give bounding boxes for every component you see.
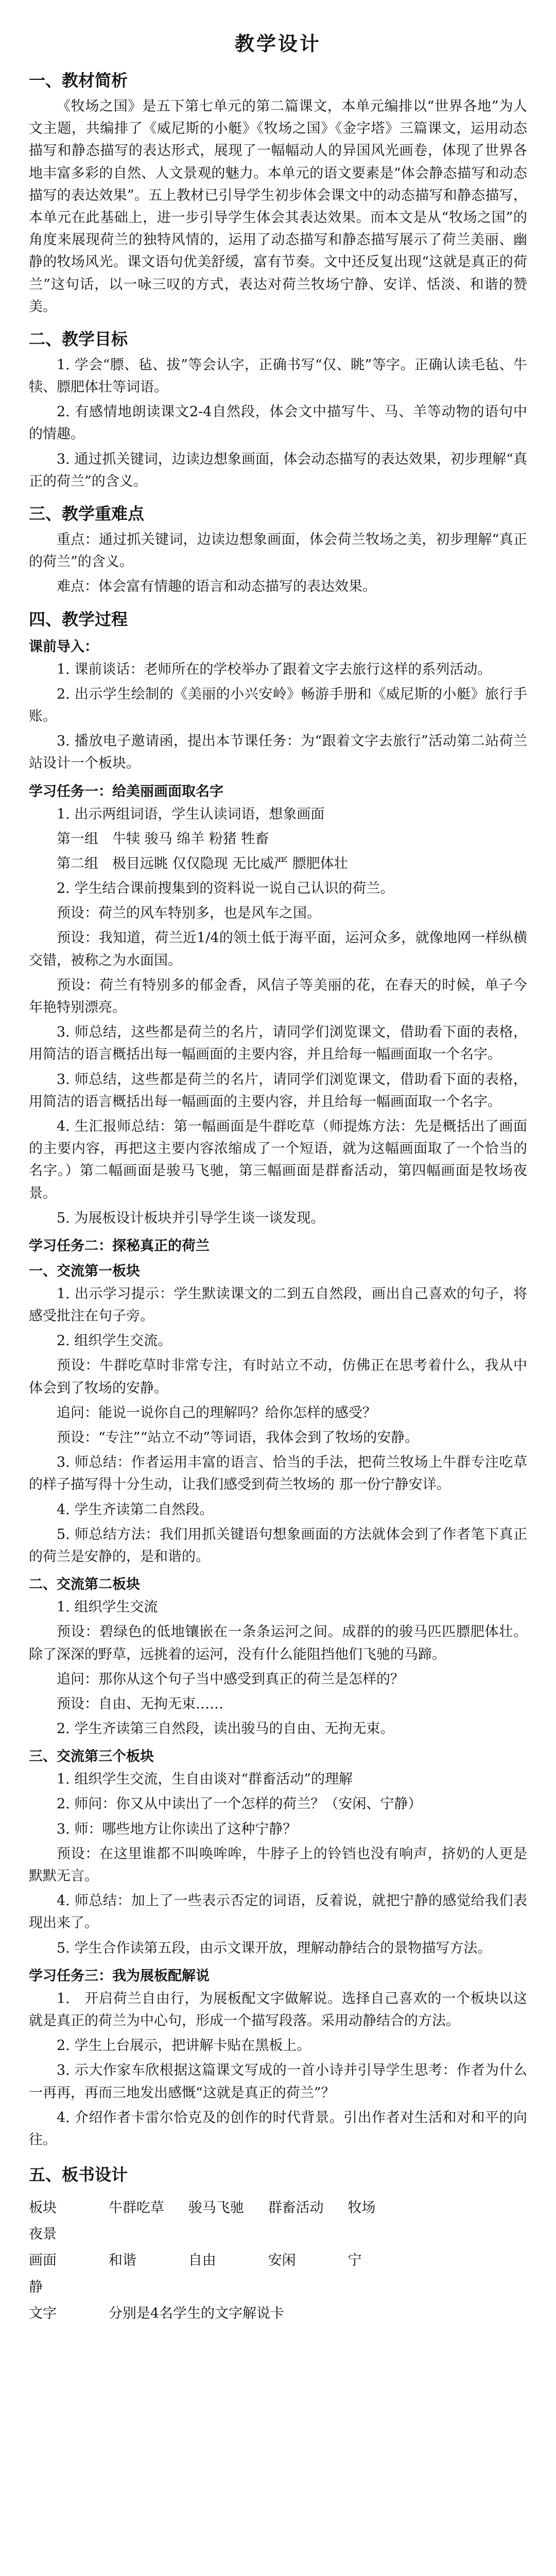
board-cell: 骏马飞驰 [188,2199,244,2216]
board-row-2 [29,2247,527,2274]
paragraph: 重点：通过抓关键词，边读边想象画面，体会荷兰牧场之美，初步理解“真正的荷兰”的含义。 [29,532,527,570]
paragraph: 3. 示大作家车欣根据这篇课文写成的一首小诗并引导学生思考：作者为什么一再再，再而三地发出感慨“这就是真正的荷兰”？ [29,2062,527,2101]
paragraph: 预设：“专注”“站立不动”等词语，我体会到了牧场的安静。 [57,1430,419,1446]
board-cell: 牛群吃草 [108,2199,164,2216]
paragraph: 3. 师总结，这些都是荷兰的名片，请同学们浏览课文，借助看下面的表格，用简洁的语言概括出每一幅画面的主要内容，并且给每一幅画面取一个名字。 [29,1071,527,1110]
paragraph: 2. 学生上台展示，把讲解卡贴在黑板上。 [57,2038,311,2054]
paragraph: 难点：体会富有情趣的语言和动态描写的表达效果。 [57,579,376,595]
board-cell: 宁 [348,2252,362,2269]
paragraph: 1. 开启荷兰自由行，为展板配文字做解说。选择自己喜欢的一个板块以这就是真正的荷兰为中心句，形成一个描写段落。采用动静结合的方法。 [29,1990,527,2029]
sub-heading: 一、交流第一板块 [29,1263,140,1279]
paragraph: 预设：我知道，荷兰近1/4的领土低于海平面，运河众多，就像地网一样纵横交错，被称之为水面国。 [29,930,527,969]
board-heading: 五、板书设计 [29,2165,128,2185]
paragraph: 追问：那你从这个句子当中感受到真正的荷兰是怎样的？ [57,1671,404,1687]
paragraph: 预设：牛群吃草时非常专注，有时站立不动，仿佛正在思考着什么，我从中体会到了牧场的安静。 [29,1358,527,1396]
paragraph: 3. 师：哪些地方让你读出了这种宁静？ [57,1821,297,1837]
board-cell: 牧场 [348,2199,376,2216]
paragraph: 4. 学生齐读第二自然段。 [57,1501,214,1518]
paragraph: 4. 师总结：加上了一些表示否定的词语，反着说，就把宁静的感觉给我们表现出来了。 [29,1893,527,1931]
board-cell: 和谐 [108,2252,136,2269]
paragraph: 1. 学会“膘、毡、拔”等会认字，正确书写“仅、眺”等字。正确认读毛毡、牛犊、膘肥体壮等词语。 [29,357,527,396]
section-heading: 二、教学目标 [29,329,128,349]
board-row-1 [29,2195,527,2221]
board-design [29,2159,527,2327]
paragraph: 预设：自由、无拘无束…… [57,1696,223,1712]
paragraph: 5. 师总结方法：我们用抓关键语句想象画面的方法就体会到了作者笔下真正的荷兰是安静的，是和谐的。 [29,1526,527,1565]
paragraph: 2. 组织学生交流。 [57,1333,172,1349]
paragraph: 3. 师总结，这些都是荷兰的名片，请同学们浏览课文，借助看下面的表格，用简洁的语言概括出每一幅画面的主要内容，并且给每一幅画面取一个名字。 [29,1024,527,1063]
sub-heading: 学习任务三：我为展板配解说 [29,1968,210,1984]
board-cell: 画面 [29,2252,57,2269]
paragraph: 3. 播放电子邀请函，提出本节课任务：为“跟着文字去旅行”活动第二站荷兰站设计一个板块。 [29,733,527,772]
board-cell: 分别是4名学生的文字解说卡 [108,2306,285,2322]
board-row-3 [29,2300,527,2327]
paragraph: 2. 学生结合课前搜集到的资料说一说自己认识的荷兰。 [57,880,394,897]
sub-heading: 课前导入： [29,638,98,655]
document-body [29,67,527,2151]
paragraph: 1. 出示学习提示：学生默读课文的二到五自然段，画出自己喜欢的句子，将感受批注在句子旁。 [29,1285,527,1325]
board-row-2b [29,2274,527,2300]
paragraph: 1. 课前谈话：老师所在的学校举办了跟着文字去旅行这样的系列活动。 [57,661,492,677]
paragraph: 4. 生汇报师总结：第一幅画面是牛群吃草（师提炼方法：先是概括出了画面的主要内容，再把这主要内容浓缩成了一个短语，就为这幅画面取了一个恰当的名字。）第二幅画面是骏马飞驰，第三幅画面是群畜活动，第四幅画面是牧场夜景。 [29,1118,527,1201]
document-title: 教学设计 [234,32,321,55]
board-cell: 文字 [29,2306,57,2322]
paragraph: 预设：碧绿色的低地镶嵌在一条条运河之间。成群的的骏马匹匹膘肥体壮。除了深深的野草，远挑着的运河，没有什么能阻挡他们飞驰的马蹄。 [29,1624,527,1663]
board-cell: 安闲 [268,2252,296,2269]
paragraph: 1. 出示两组词语，学生认读词语，想象画面 [57,806,325,822]
section-heading: 四、教学过程 [29,609,128,629]
board-cell: 静 [29,2279,43,2295]
paragraph: 5. 学生合作读第五段，由示文课开放，理解动静结合的景物描写方法。 [57,1940,492,1956]
paragraph: 追问：能说一说你自己的理解吗？给你怎样的感受？ [57,1404,376,1421]
paragraph: 1. 组织学生交流 [57,1599,158,1616]
sub-heading: 三、交流第三个板块 [29,1749,154,1765]
board-cell: 群畜活动 [268,2199,324,2216]
paragraph: 1. 组织学生交流，生自由谈对“群畜活动”的理解 [57,1771,353,1788]
sub-heading: 学习任务二：探秘真正的荷兰 [29,1238,210,1254]
board-cell: 自由 [188,2252,216,2269]
sub-heading: 学习任务一：给美丽画面取名字 [29,783,223,800]
paragraph: 预设：在这里谁都不叫唤哞哞，牛脖子上的铃铛也没有响声，挤奶的人更是默默无言。 [29,1845,527,1884]
section-heading: 一、教材简析 [29,71,128,90]
paragraph: 第一组 牛犊 骏马 绵羊 粉猪 牲畜 [57,831,269,847]
board-cell: 夜景 [29,2226,57,2243]
paragraph: 第二组 极目远眺 仅仅隐现 无比威严 膘肥体壮 [57,855,348,872]
paragraph: 5. 为展板设计板块并引导学生谈一谈发现。 [57,1210,325,1226]
paragraph: 3. 通过抓关键词，边读边想象画面，体会动态描写的表达效果，初步理解“真正的荷兰”的含义。 [29,451,527,489]
paragraph: 4. 介绍作者卡雷尔恰克及的创作的时代背景。引出作者对生活和对和平的向往。 [29,2109,527,2148]
board-row-1b [29,2221,527,2247]
paragraph: 2. 出示学生绘制的《美丽的小兴安岭》畅游手册和《威尼斯的小艇》旅行手账。 [29,686,527,724]
section-heading: 三、教学重难点 [29,504,145,523]
paragraph: 2. 师问：你又从中读出了一个怎样的荷兰？（安闲、宁静） [57,1796,422,1812]
paragraph: 2. 学生齐读第三自然段，读出骏马的自由、无拘无束。 [57,1721,394,1737]
sub-heading: 二、交流第二板块 [29,1577,140,1593]
paragraph: 预设：荷兰有特别多的郁金香，风信子等美丽的花，在春天的时候，单子今年艳特别漂亮。 [29,977,527,1015]
paragraph: 3. 师总结：作者运用丰富的语言、恰当的手法，把荷兰牧场上牛群专注吃草的样子描写得十分生动，让我们感受到荷兰牧场的 那一份宁静安详。 [29,1454,527,1493]
board-cell: 板块 [29,2199,57,2216]
paragraph: 预设：荷兰的风车特别多，也是风车之国。 [57,905,321,922]
paragraph: 《牧场之国》是五下第七单元的第二篇课文，本单元编排以“世界各地”为人文主题，共编排了《威尼斯的小艇》《牧场之国》《金字塔》三篇课文，运用动态描写和静态描写的表达形式，展现了一幅幅动人的异国风光画卷，体现了世界各地丰富多彩的自然、人文景观的魅力。本单元的语文要素是“体会静态描写和动态描写的表达效果”。五上教材已引导学生初步体会课文中的动态描写和静态描写，本单元在此基础上，进一步引导学生体会其表达效果。而本文是从“牧场之国”的角度来展现荷兰的独特风情的，运用了动态描写和静态描写展示了荷兰美丽、幽静的牧场风光。课文语句优美舒缓，富有节奏。文中还反复出现“这就是真正的荷兰”这句话，以一咏三叹的方式，表达对荷兰牧场宁静、安详、恬淡、和谐的赞美。 [29,98,527,315]
paragraph: 2. 有感情地朗读课文2-4自然段，体会文中描写牛、马、羊等动物的语句中的情趣。 [29,404,527,443]
